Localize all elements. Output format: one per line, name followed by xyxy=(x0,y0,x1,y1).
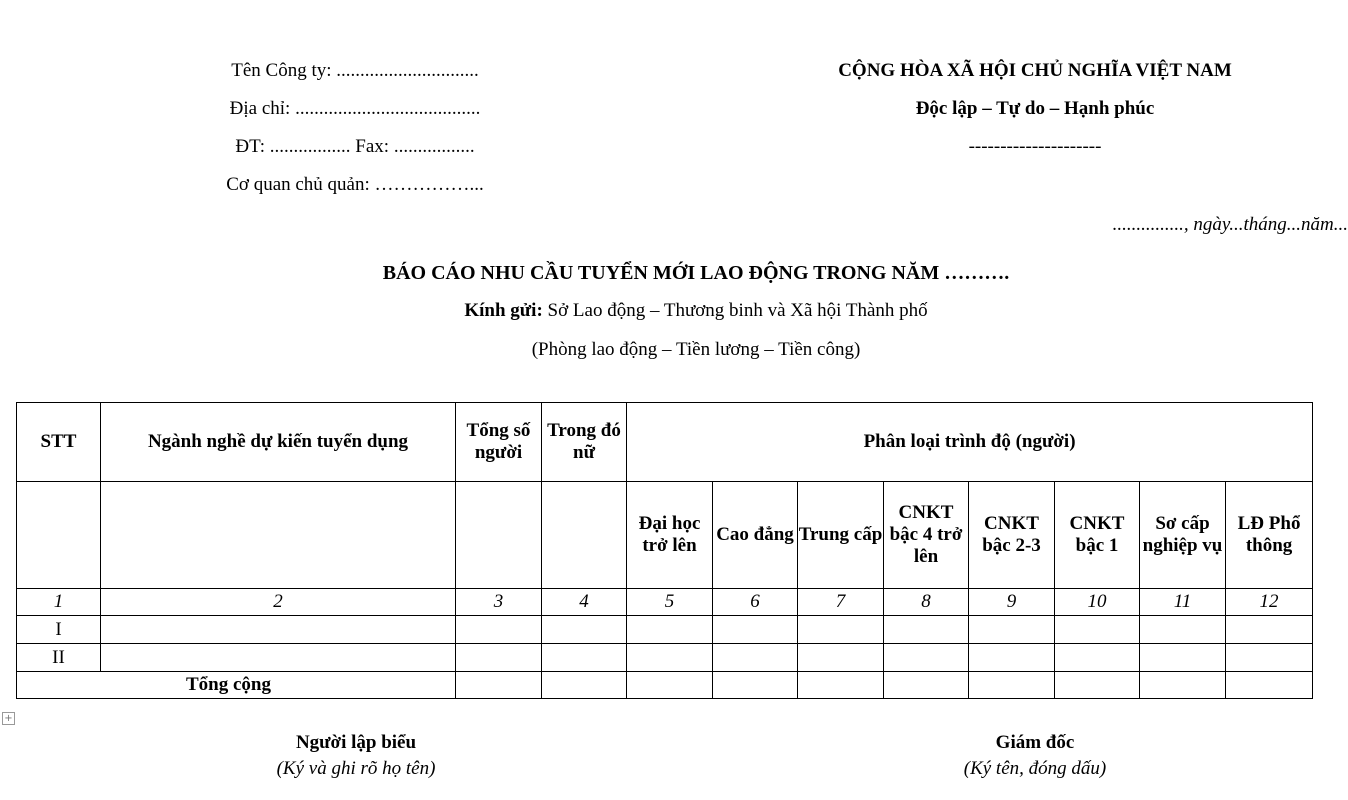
table-row xyxy=(17,616,1313,644)
table-cell[interactable] xyxy=(542,482,627,589)
table-cell[interactable] xyxy=(542,644,627,672)
table-cell[interactable] xyxy=(101,482,456,589)
row-stt: II xyxy=(17,644,101,672)
table-cell[interactable] xyxy=(969,616,1055,644)
table-cell[interactable] xyxy=(1226,672,1313,699)
table-cell[interactable] xyxy=(542,672,627,699)
director-signature xyxy=(885,730,1185,782)
table-cell[interactable] xyxy=(1140,644,1226,672)
level-header-general-labor: LĐ Phổ thông xyxy=(1226,482,1313,589)
row-stt: I xyxy=(17,616,101,644)
table-cell[interactable] xyxy=(713,616,798,644)
director-note: (Ký tên, đóng dấu) xyxy=(963,758,1107,779)
level-header-intermediate: Trung cấp xyxy=(798,482,884,589)
table-cell[interactable] xyxy=(1226,644,1313,672)
header-stt: STT xyxy=(17,403,101,482)
column-number: 2 xyxy=(101,589,456,616)
table-cell[interactable] xyxy=(1055,644,1140,672)
table-cell[interactable] xyxy=(456,616,542,644)
table-cell[interactable] xyxy=(713,644,798,672)
date-line: ..............., ngày...tháng...năm... xyxy=(1112,214,1348,235)
level-header-college: Cao đẳng xyxy=(713,482,798,589)
column-number: 5 xyxy=(627,589,713,616)
national-divider: --------------------- xyxy=(968,136,1102,157)
company-phone-fax-line: ĐT: ................. Fax: ................. xyxy=(235,136,475,157)
table-cell[interactable] xyxy=(17,482,101,589)
column-number: 11 xyxy=(1140,589,1226,616)
table-cell[interactable] xyxy=(1140,616,1226,644)
column-number: 1 xyxy=(17,589,101,616)
report-recipient xyxy=(0,300,1348,322)
recipient-text: Sở Lao động – Thương binh và Xã hội Thành phố xyxy=(542,300,928,321)
table-cell[interactable] xyxy=(542,616,627,644)
table-cell[interactable] xyxy=(101,616,456,644)
column-number: 9 xyxy=(969,589,1055,616)
column-number: 4 xyxy=(542,589,627,616)
company-info xyxy=(160,52,550,204)
table-cell[interactable] xyxy=(798,672,884,699)
table-cell[interactable] xyxy=(456,482,542,589)
column-number: 3 xyxy=(456,589,542,616)
move-handle-icon[interactable]: + xyxy=(2,712,15,725)
table-cell[interactable] xyxy=(1055,672,1140,699)
table-cell[interactable] xyxy=(884,672,969,699)
preparer-title: Người lập biểu xyxy=(295,732,417,753)
table-cell[interactable] xyxy=(456,672,542,699)
table-cell[interactable] xyxy=(456,644,542,672)
company-address-line: Địa chỉ: ....................................... xyxy=(229,98,481,119)
column-number: 7 xyxy=(798,589,884,616)
level-header-elementary: Sơ cấp nghiệp vụ xyxy=(1140,482,1226,589)
header-female: Trong đó nữ xyxy=(542,403,627,482)
table-cell[interactable] xyxy=(969,672,1055,699)
table-cell[interactable] xyxy=(1226,616,1313,644)
table-cell[interactable] xyxy=(884,616,969,644)
director-title: Giám đốc xyxy=(995,732,1075,753)
table-cell[interactable] xyxy=(798,616,884,644)
table-cell[interactable] xyxy=(627,644,713,672)
national-motto: Độc lập – Tự do – Hạnh phúc xyxy=(915,98,1155,119)
table-cell[interactable] xyxy=(798,644,884,672)
header-total-people: Tổng số người xyxy=(456,403,542,482)
header-occupation: Ngành nghề dự kiến tuyển dụng xyxy=(101,403,456,482)
national-header xyxy=(770,52,1300,166)
level-header-worker-level1: CNKT bậc 1 xyxy=(1055,482,1140,589)
column-number: 10 xyxy=(1055,589,1140,616)
level-header-university: Đại học trở lên xyxy=(627,482,713,589)
company-agency-line: Cơ quan chủ quản: ……………... xyxy=(226,174,484,195)
preparer-note: (Ký và ghi rõ họ tên) xyxy=(276,758,436,779)
table-cell[interactable] xyxy=(627,616,713,644)
total-label: Tổng cộng xyxy=(17,672,456,699)
header-classification: Phân loại trình độ (người) xyxy=(627,403,1313,482)
table-row xyxy=(17,644,1313,672)
table-cell[interactable] xyxy=(713,672,798,699)
table-cell[interactable] xyxy=(884,644,969,672)
total-row xyxy=(17,672,1313,699)
national-title: CỘNG HÒA XÃ HỘI CHỦ NGHĨA VIỆT NAM xyxy=(838,60,1232,81)
report-department: (Phòng lao động – Tiền lương – Tiền công) xyxy=(531,339,861,360)
table-cell[interactable] xyxy=(101,644,456,672)
table-cell[interactable] xyxy=(969,644,1055,672)
table-cell[interactable] xyxy=(627,672,713,699)
column-number-row xyxy=(17,589,1313,616)
level-header-worker-level2-3: CNKT bậc 2-3 xyxy=(969,482,1055,589)
company-name-line: Tên Công ty: .............................. xyxy=(231,60,479,81)
preparer-signature xyxy=(206,730,506,782)
report-title: BÁO CÁO NHU CẦU TUYỂN MỚI LAO ĐỘNG TRONG NĂM ………. xyxy=(382,262,1010,284)
column-number: 8 xyxy=(884,589,969,616)
recipient-label: Kính gửi: xyxy=(464,300,543,321)
recruitment-table xyxy=(16,402,1313,699)
level-header-worker-level4: CNKT bậc 4 trở lên xyxy=(884,482,969,589)
table-cell[interactable] xyxy=(1140,672,1226,699)
column-number: 6 xyxy=(713,589,798,616)
column-number: 12 xyxy=(1226,589,1313,616)
table-cell[interactable] xyxy=(1055,616,1140,644)
